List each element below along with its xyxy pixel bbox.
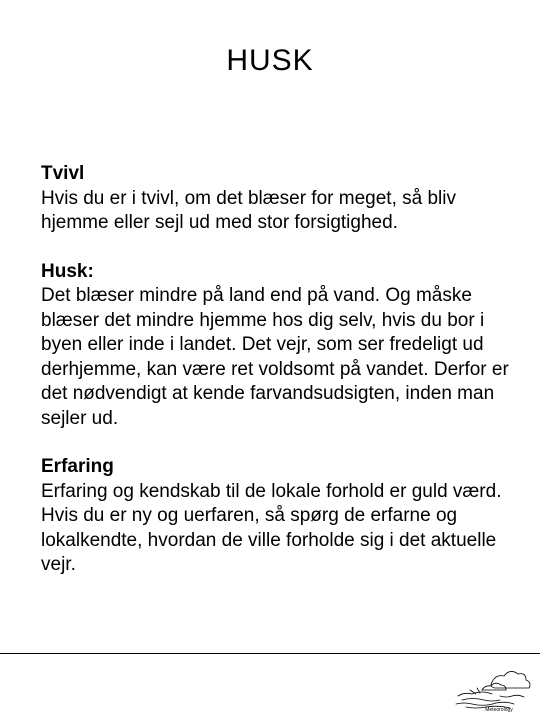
section-heading: Husk: [41,260,94,282]
section-text: Det blæser mindre på land end på vand. Og måske blæser det mindre hjemme hos dig selv, hvis du bor i byen eller inde i landet. Det vejr, som ser fredeligt ud derhjemme, kan være ret voldsomt på vandet. Derfor er det nødvendigt at kende farvandsudsigten, inden man sejler ud. [41,285,509,429]
section-husk [41,260,511,432]
section-heading: Tvivl [41,163,85,184]
section-text: Hvis du er i tvivl, om det blæser for meget, så bliv hjemme eller sejl ud med stor forsigtighed. [41,187,456,233]
page-title: HUSK [226,44,314,77]
section-heading: Erfaring [41,456,114,477]
footer-divider [0,653,540,654]
content-body [41,162,511,602]
section-erfaring [41,455,511,578]
section-tvivl [41,162,511,236]
section-text: Erfaring og kendskab til de lokale forhold er guld værd. Hvis du er ny og uerfaren, så spørg de erfarne og lokalkendte, hvordan de ville forholde sig i det aktuelle vejr. [41,480,502,575]
footer-logo-label: Meteorology [485,707,513,713]
